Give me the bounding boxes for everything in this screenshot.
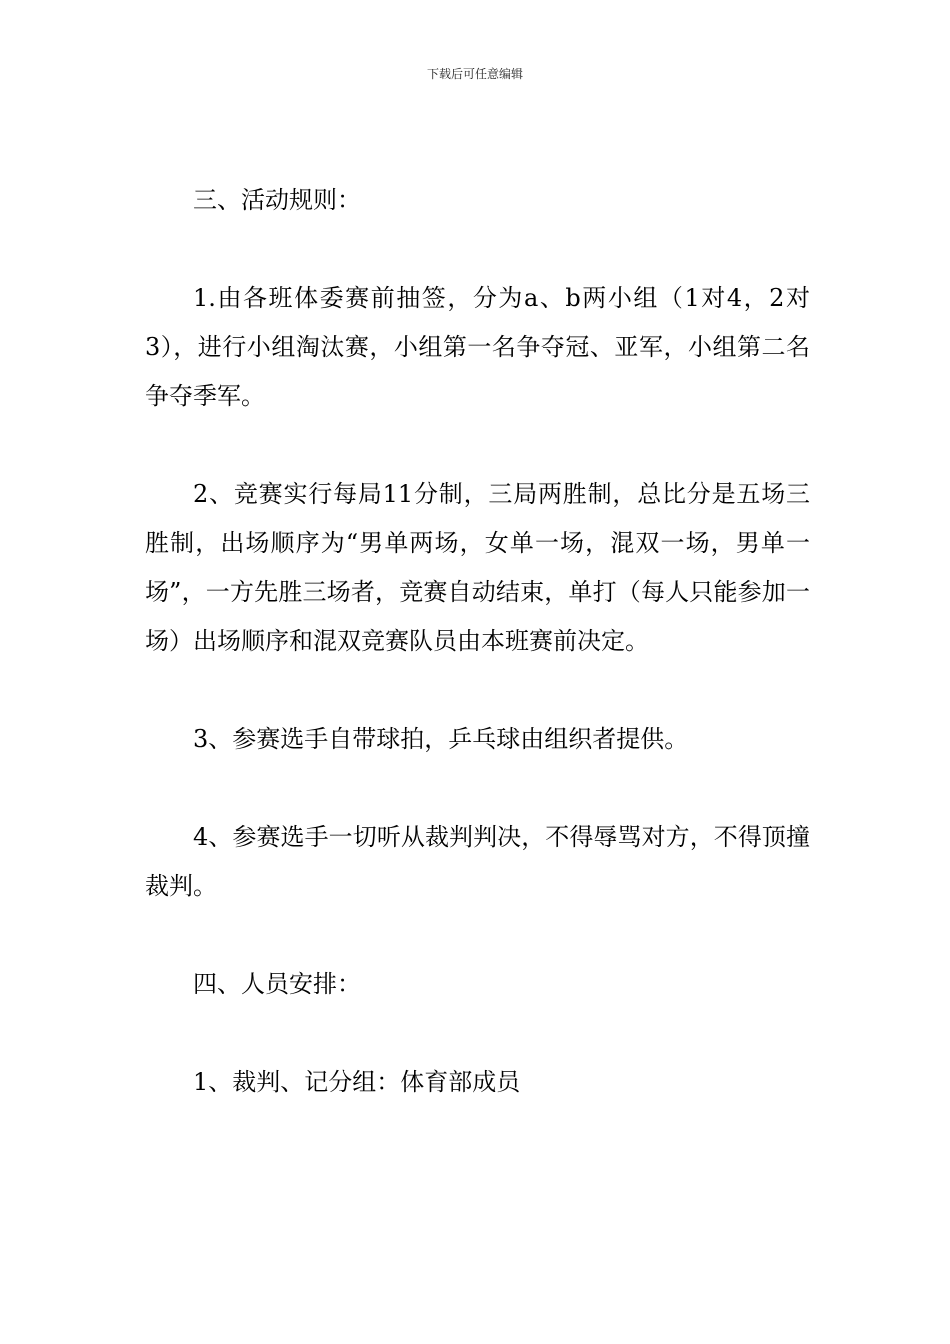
paragraph-spacer xyxy=(145,911,810,960)
staff-paragraph-1: 1、裁判、记分组：体育部成员 xyxy=(193,1068,521,1096)
rule-paragraph-1: 1.由各班体委赛前抽签，分为a、b两小组（1对4，2对3），进行小组淘汰赛，小组第一名争夺冠、亚军，小组第二名争夺季军。 xyxy=(145,284,810,410)
paragraph-spacer xyxy=(145,1009,810,1058)
paragraph-spacer xyxy=(145,666,810,715)
paragraph-spacer xyxy=(145,421,810,470)
section-heading-rules: 三、活动规则： xyxy=(193,186,361,214)
paragraph-spacer xyxy=(145,764,810,813)
rule-paragraph-3: 3、参赛选手自带球拍，乒乓球由组织者提供。 xyxy=(193,725,689,753)
paragraph-spacer xyxy=(145,225,810,274)
page-header-note: 下载后可任意编辑 xyxy=(426,67,523,81)
document-body xyxy=(145,176,810,1107)
rule-paragraph-2: 2、竞赛实行每局11分制，三局两胜制，总比分是五场三胜制，出场顺序为“男单两场，女单一场，混双一场，男单一场”，一方先胜三场者，竞赛自动结束，单打（每人只能参加一场）出场顺序和混双竞赛队员由本班赛前决定。 xyxy=(145,480,810,655)
rule-paragraph-4: 4、参赛选手一切听从裁判判决，不得辱骂对方，不得顶撞裁判。 xyxy=(145,823,810,900)
section-heading-staff: 四、人员安排： xyxy=(193,970,361,998)
